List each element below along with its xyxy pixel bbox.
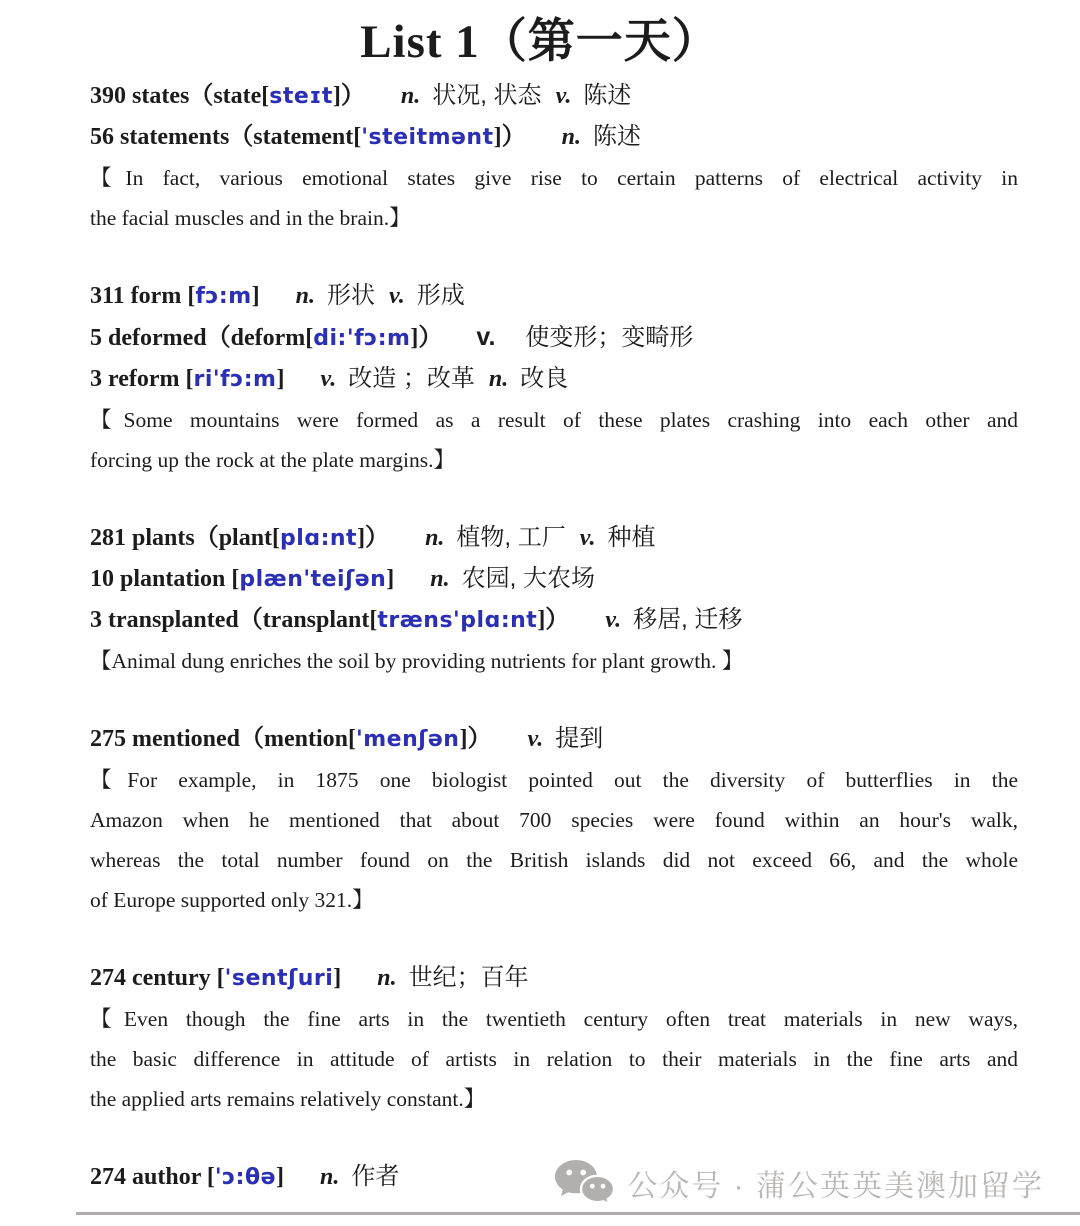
chinese-meaning: 改造 ；改革 xyxy=(348,365,475,392)
example-sentence xyxy=(90,158,1018,238)
bottom-divider xyxy=(76,1212,1080,1215)
pos-label: n. xyxy=(377,965,397,991)
phonetic-text: træns'plɑ:nt xyxy=(377,608,538,633)
chinese-meaning: 陈述 xyxy=(583,82,632,109)
sentence-line: Amazon when he mentioned that about 700 species were found within an hour's walk, xyxy=(90,808,1018,832)
word-text: ]） xyxy=(493,124,526,150)
word-entry xyxy=(90,317,1018,359)
word-entry xyxy=(90,276,1018,317)
word-entry xyxy=(90,719,1018,760)
sentence-line: the basic difference in attitude of artists in relation to their materials in the fine arts and xyxy=(90,1047,1018,1071)
paragraph-spacer xyxy=(90,480,1018,518)
sentence-line: the applied arts remains relatively constant.】 xyxy=(90,1087,486,1111)
pos-label: n. xyxy=(425,525,445,551)
chinese-meaning: 形状 xyxy=(327,282,376,309)
example-sentence xyxy=(90,400,1018,480)
watermark-text: 公众号 · 蒲公英英美澳加留学 xyxy=(627,1170,1044,1203)
pos-label: v. xyxy=(555,83,572,109)
paragraph-spacer xyxy=(90,920,1018,958)
example-sentence xyxy=(90,999,1018,1119)
wechat-icon xyxy=(553,1158,615,1208)
word-text: 3 transplanted（transplant[ xyxy=(90,607,378,633)
sentence-line: 【For example, in 1875 one biologist pointed out the diversity of butterflies in the xyxy=(90,768,1018,792)
paragraph-spacer xyxy=(90,238,1018,276)
chinese-meaning: 改良 xyxy=(520,365,569,392)
page-title: List 1（第一天） xyxy=(360,16,720,68)
word-text: ] xyxy=(276,1164,285,1190)
pos-label: n. xyxy=(488,366,509,392)
sentence-line: the facial muscles and in the brain.】 xyxy=(90,206,411,230)
sentence-line: 【Even though the fine arts in the twentieth century often treat materials in new ways, xyxy=(90,1007,1018,1031)
pos-label: v. xyxy=(579,525,596,551)
word-text: 274 author [ xyxy=(90,1164,215,1190)
word-text: ] xyxy=(276,366,285,392)
phonetic-text: steɪt xyxy=(269,84,333,109)
pos-label: n. xyxy=(400,83,421,109)
pos-label: v. xyxy=(476,323,496,351)
word-text: 311 form [ xyxy=(90,283,196,309)
word-entry xyxy=(90,559,1018,600)
chinese-meaning: 提到 xyxy=(555,725,604,752)
pos-label: n. xyxy=(320,1164,340,1190)
word-text: 56 statements（statement[ xyxy=(90,124,362,150)
example-sentence xyxy=(90,760,1018,920)
chinese-meaning: 移居, 迁移 xyxy=(633,606,743,633)
word-text: ] xyxy=(386,566,395,592)
word-text: ] xyxy=(333,965,342,991)
vocab-entries xyxy=(90,76,1018,1198)
phonetic-text: 'ɔ:θə xyxy=(214,1165,277,1190)
sentence-line: 【In fact, various emotional states give rise to certain patterns of electrical activity in xyxy=(90,166,1018,190)
phonetic-text: plɑ:nt xyxy=(280,526,358,551)
chinese-meaning: 作者 xyxy=(351,1163,400,1190)
chinese-meaning: 形成 xyxy=(416,282,465,309)
word-entry xyxy=(90,359,1018,400)
chinese-meaning: 世纪；百年 xyxy=(408,964,529,991)
chinese-meaning: 状况, 状态 xyxy=(432,82,542,109)
word-text: ]） xyxy=(357,525,390,551)
word-text: 3 reform [ xyxy=(90,366,194,392)
word-text: ]） xyxy=(537,607,570,633)
word-text: 5 deformed（deform[ xyxy=(90,325,314,351)
chinese-meaning: 种植 xyxy=(607,524,656,551)
sentence-line: 【Animal dung enriches the soil by providing nutrients for plant growth. 】 xyxy=(90,649,744,673)
word-entry xyxy=(90,76,1018,117)
word-entry xyxy=(90,117,1018,158)
chinese-meaning: 陈述 xyxy=(592,123,641,150)
chinese-meaning: 使变形；变畸形 xyxy=(525,324,694,351)
pos-label: v. xyxy=(527,726,544,752)
phonetic-text: di:'fɔ:m xyxy=(313,326,411,351)
phonetic-text: plæn'teiʃən xyxy=(239,567,387,592)
word-text: ]） xyxy=(459,726,492,752)
pos-label: n. xyxy=(295,283,316,309)
phonetic-text: ri'fɔ:m xyxy=(193,367,277,392)
word-text: ] xyxy=(251,283,260,309)
phonetic-text: 'menʃən xyxy=(356,727,460,752)
example-sentence xyxy=(90,641,1018,681)
sentence-line: of Europe supported only 321.】 xyxy=(90,888,374,912)
word-entry xyxy=(90,958,1018,999)
pos-label: n. xyxy=(561,124,581,150)
word-text: 274 century [ xyxy=(90,965,225,991)
word-text: 10 plantation [ xyxy=(90,566,240,592)
phonetic-text: 'steitmənt xyxy=(361,125,494,150)
pos-label: n. xyxy=(430,566,450,592)
word-text: 281 plants（plant[ xyxy=(90,525,281,551)
word-text: 390 states（state[ xyxy=(90,83,270,109)
phonetic-text: fɔ:m xyxy=(195,284,252,309)
word-text: ]） xyxy=(410,325,443,351)
sentence-line: whereas the total number found on the British islands did not exceed 66, and the whole xyxy=(90,848,1018,872)
sentence-line: 【Some mountains were formed as a result of these plates crashing into each other and xyxy=(90,408,1018,432)
paragraph-spacer xyxy=(90,681,1018,719)
chinese-meaning: 农园, 大农场 xyxy=(461,565,595,592)
word-entry xyxy=(90,600,1018,641)
pos-label: v. xyxy=(605,607,622,633)
pos-label: v. xyxy=(389,283,405,309)
chinese-meaning: 植物, 工厂 xyxy=(456,524,566,551)
paragraph-spacer xyxy=(90,1119,1018,1157)
sentence-line: forcing up the rock at the plate margins.】 xyxy=(90,448,455,472)
word-entry xyxy=(90,518,1018,559)
word-text: ]） xyxy=(332,83,365,109)
pos-label: v. xyxy=(320,366,337,392)
phonetic-text: 'sentʃuri xyxy=(224,966,334,991)
word-text: 275 mentioned（mention[ xyxy=(90,726,356,752)
watermark xyxy=(553,1158,1044,1208)
